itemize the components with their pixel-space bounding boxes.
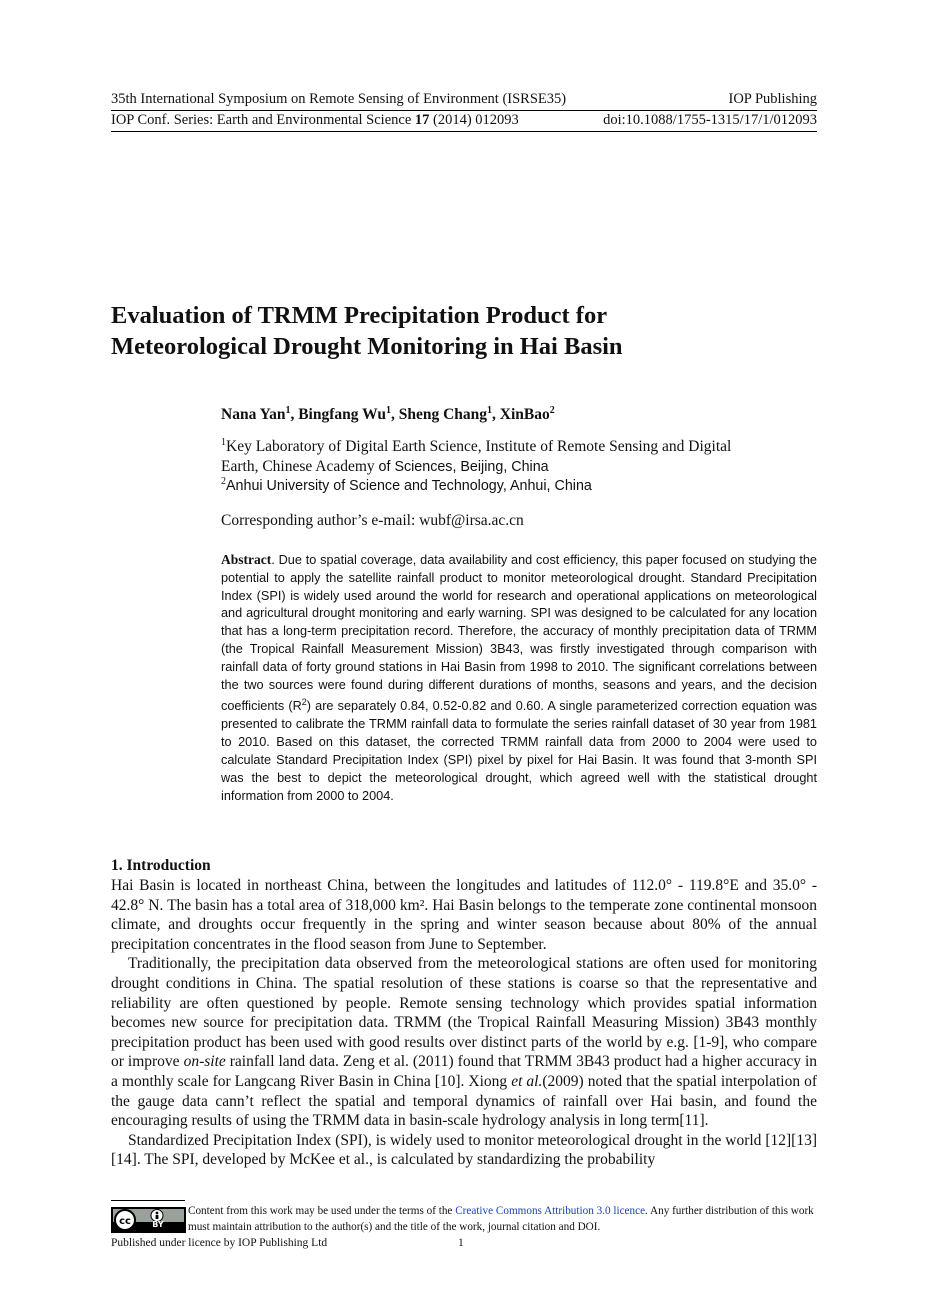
series-prefix: IOP Conf. Series: Earth and Environmental Science: [111, 112, 415, 128]
abstract-superscript: 2: [301, 697, 307, 708]
corresponding-email: Corresponding author’s e-mail: wubf@irsa.ac.cn: [221, 512, 524, 529]
affiliation-1-text-b: Earth, Chinese Academy: [221, 457, 379, 475]
title-line-1: Evaluation of TRMM Precipitation Product for: [111, 302, 608, 329]
author-name: Nana Yan: [221, 406, 286, 424]
affiliation-1-text-c: of Sciences, Beijing, China: [378, 458, 549, 475]
footer-rule: [111, 1200, 185, 1201]
running-header-conference: 35th International Symposium on Remote Sensing of Environment (ISRSE35): [111, 91, 567, 107]
paragraph-text: rainfall land data. Zeng et al. (2011) found that TRMM 3B43 product had a higher accuracy in a monthly scale for Langcang River Basin in China [10]. Xiong: [111, 1053, 817, 1090]
paragraph: Standardized Precipitation Index (SPI), is widely used to monitor meteorological drought in the world [12][13][14]. The SPI, developed by McKee et al., is calculated by standardizing the probability: [111, 1131, 817, 1169]
header-rule-bottom: [111, 131, 817, 132]
affiliation-1: [221, 433, 821, 477]
paragraph-text: Traditionally, the precipitation data observed from the meteorological stations are often used for monitoring drought conditions in China. The spatial resolution of these stations is coarse so that the representative and reliability are often questioned by people. Remote sensing technology which provides spatial information becomes new source for precipitation data. TRMM (the Tropical Rainfall Measuring Mission) 3B43 monthly precipitation product has been used with good results over distinct parts of the world by e.g. [1-9], who compare or improve: [111, 955, 817, 1071]
paragraph: [111, 954, 817, 1130]
svg-text:cc: cc: [119, 1216, 131, 1227]
author-affiliation-mark: 1: [385, 405, 391, 416]
abstract-label: Abstract: [221, 552, 272, 567]
paragraph-text: (2009) noted that the spatial interpolation of the gauge data cann’t reflect the spatial and temporal dynamics of rainfall over Hai basin, and found the encouraging results of using the TRMM data in basin-scale hydrology analysis in long term[11].: [111, 1072, 817, 1130]
title-line-2: Meteorological Drought Monitoring in Hai Basin: [111, 333, 623, 360]
author-affiliation-mark: 1: [487, 405, 493, 416]
series-suffix: (2014) 012093: [429, 112, 519, 128]
published-under-licence: Published under licence by IOP Publishing Ltd: [111, 1237, 328, 1249]
italic-text: on-site: [183, 1053, 226, 1071]
author-separator: ,: [290, 406, 299, 424]
licence-text-a: Content from this work may be used under the terms of the: [188, 1205, 456, 1217]
author-name: XinBao: [499, 406, 550, 424]
running-header-series: [111, 112, 519, 129]
abstract-text-a: . Due to spatial coverage, data availability and cost efficiency, this paper focused on studying the potential to apply the satellite rainfall product to monitor meteorological drought. Standard Precipitation Index (SPI) is widely used around the world for research and operational applications on meteorological and agricultural drought monitoring and early warning. SPI was designed to be calculated for any location that has a long-term precipitation record. Therefore, the accuracy of monthly precipitation data of TRMM (the Tropical Rainfall Measurement Mission) 3B43, was firstly investigated through comparison with rainfall data of forty ground stations in Hai Basin from 1998 to 2010. The significant correlations between the two sources were found during different durations of months, seasons and years, and the decision coefficients (R: [221, 553, 817, 714]
section-heading-introduction: 1. Introduction: [111, 857, 211, 874]
affiliation-2-text: Anhui University of Science and Technology, Anhui, China: [226, 478, 592, 495]
header-rule: [111, 110, 817, 111]
series-volume: 17: [414, 112, 430, 128]
introduction-body: [111, 876, 817, 1170]
abstract-text-b: ) are separately 0.84, 0.52-0.82 and 0.60. A single parameterized correction equation was presented to calibrate the TRMM rainfall data to formulate the series rainfall dataset of 30 year from 1981 to 2010. Based on this dataset, the corrected TRMM rainfall data from 2000 to 2004 were used to calculate Standard Precipitation Index (SPI) pixel by pixel for Hai Basin. It was found that 3-month SPI was the best to depict the meteorological drought, which agreed well with the statistical drought information from 2000 to 2004.: [221, 699, 817, 803]
affiliation-1-text-a: Key Laboratory of Digital Earth Science, Institute of Remote Sensing and Digital: [226, 438, 732, 456]
italic-text: et al.: [511, 1072, 543, 1090]
author-name: Sheng Chang: [398, 406, 488, 424]
paper-title: [111, 300, 817, 362]
author-name: Bingfang Wu: [298, 406, 386, 424]
author-affiliation-mark: 1: [285, 405, 291, 416]
affiliation-mark: 2: [221, 476, 226, 487]
affiliation-2: [221, 472, 821, 497]
licence-text-b: . Any further distribution of this work must maintain attribution to the author(s) and the title of the work, journal citation and DOI.: [188, 1205, 814, 1233]
cc-by-label: BY: [152, 1220, 164, 1229]
author-list: [221, 405, 555, 424]
cc-by-icon: [111, 1207, 186, 1233]
abstract: [221, 551, 817, 805]
paragraph: Hai Basin is located in northeast China, between the longitudes and latitudes of 112.0° - 119.8°E and 35.0° - 42.8° N. The basin has a total area of 318,000 km². Hai Basin belongs to the temperate zone continental monsoon climate, and droughts occur frequently in the spring and winter season because about 80% of the annual precipitation concentrates in the flood season from June to September.: [111, 877, 817, 953]
affiliation-mark: 1: [221, 437, 226, 448]
author-separator: ,: [390, 406, 399, 424]
author-affiliation-mark: 2: [549, 405, 555, 416]
licence-notice: [188, 1204, 817, 1235]
licence-link[interactable]: Creative Commons Attribution 3.0 licence: [455, 1205, 646, 1217]
running-header-doi[interactable]: doi:10.1088/1755-1315/17/1/012093: [603, 112, 817, 128]
running-header-publisher: IOP Publishing: [728, 91, 817, 107]
page-number: 1: [458, 1237, 464, 1249]
author-separator: ,: [492, 406, 500, 424]
